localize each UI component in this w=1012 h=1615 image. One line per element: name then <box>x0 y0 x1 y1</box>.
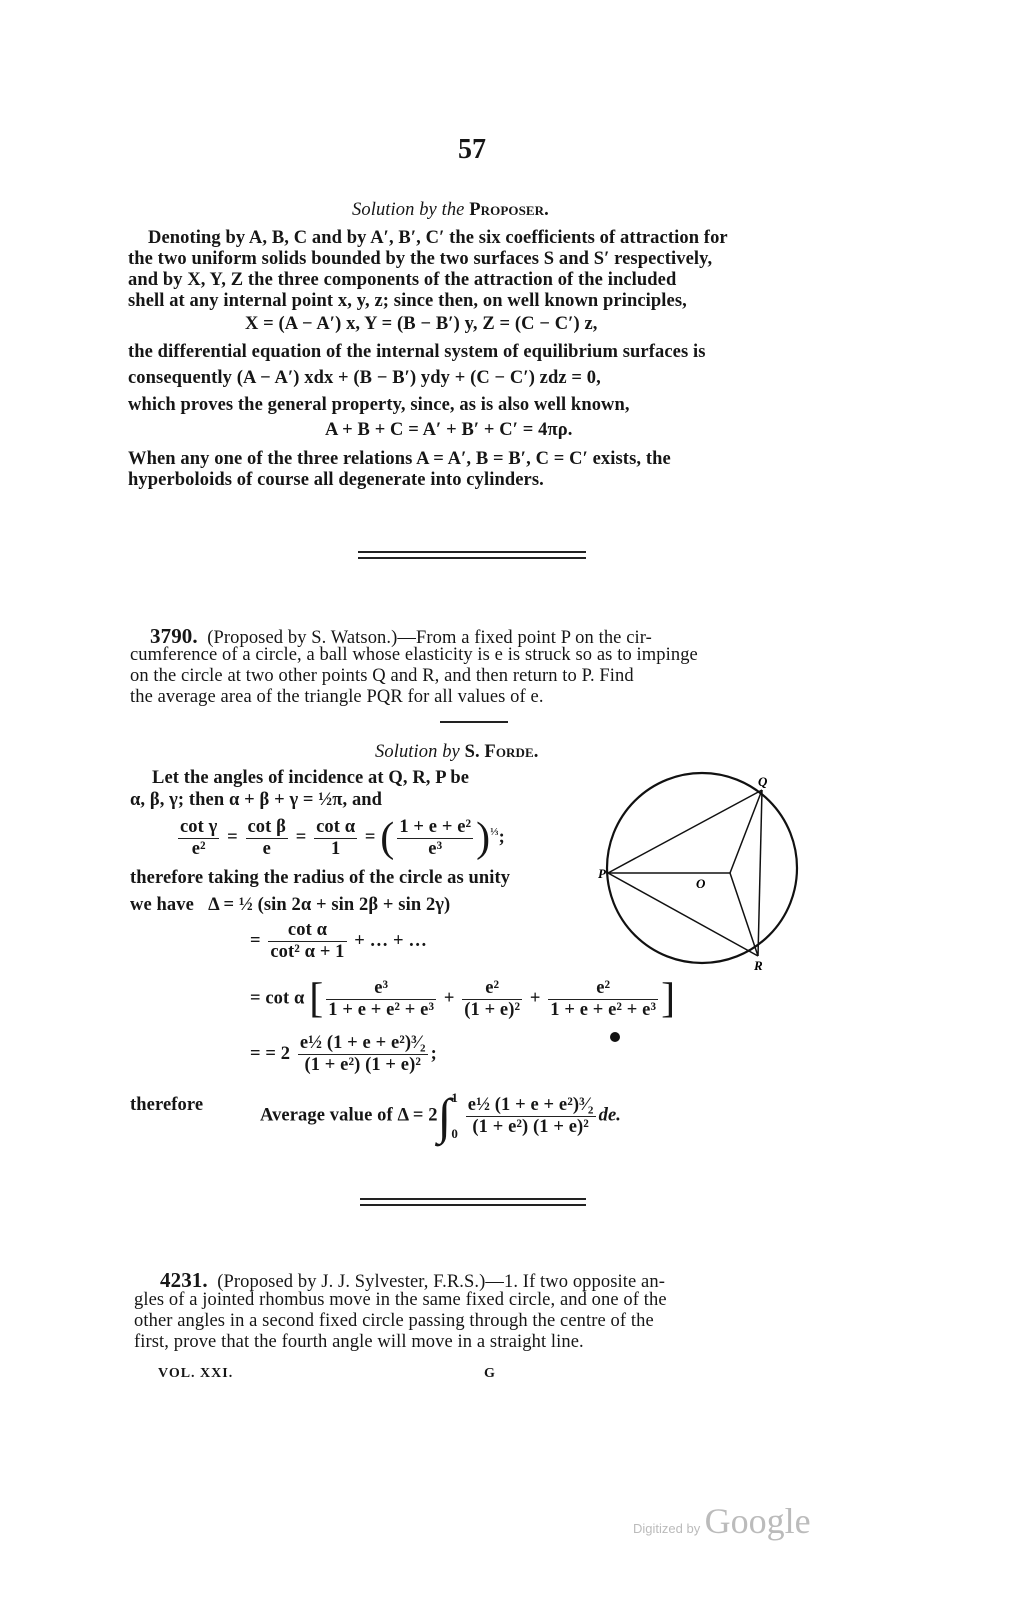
digitized-watermark: Digitized by Google <box>633 1501 811 1541</box>
integral-equation: Average value of Δ = 2∫ 1 0 $\frac{\text{e½ (1 + e + e²)³⁄₂}}{\text{(1 + e²) (1 + e)²}}$ de. <box>260 1088 621 1144</box>
text-line: therefore taking the radius of the circle as unity <box>130 868 511 888</box>
equation-cot-ratios: $\frac{\text{cot γ}}{\text{e²}}$ = $\frac{\text{cot β}}{e}$ = $\frac{\text{cot α}}{1}$ = ( $\frac{\text{1 + e + e²}}{\text{e³}}$ )$^{\frac{1}{3}}$; <box>180 815 505 861</box>
text-line: shell at any internal point x, y, z; since then, on well known principles, <box>128 291 687 311</box>
text-line: first, prove that the fourth angle will move in a straight line. <box>134 1332 584 1352</box>
text-line: on the circle at two other points Q and R, and then return to P. Find <box>130 666 634 686</box>
text-line: α, β, γ; then α + β + γ = ½π, and <box>130 790 383 810</box>
text-line: hyperboloids of course all degenerate into cylinders. <box>128 470 544 490</box>
label-r: R <box>754 958 763 970</box>
solution-heading: Solution by the Proposer. <box>352 200 549 220</box>
text-line: the average area of the triangle PQR for all values of e. <box>130 687 544 707</box>
text-line: the two uniform solids bounded by the two surfaces S and S′ respectively, <box>128 249 713 269</box>
label-o: O <box>696 876 706 891</box>
short-divider <box>440 721 508 723</box>
solution-heading: Solution by S. Forde. <box>375 742 539 762</box>
text-line: gles of a jointed rhombus move in the same fixed circle, and one of the <box>134 1290 667 1310</box>
divider <box>358 551 586 553</box>
circle-diagram <box>590 770 820 970</box>
text-line: and by X, Y, Z the three components of the attraction of the included <box>128 270 677 290</box>
equation-step: = = 2 $\frac{\text{e½ (1 + e + e²)³⁄₂}}{\text{(1 + e²) (1 + e)²}}$ ; <box>250 1033 437 1075</box>
text-line: When any one of the three relations A = A′, B = B′, C = C′ exists, the <box>128 449 671 469</box>
equation: consequently (A − A′) xdx + (B − B′) ydy + (C − C′) zdz = 0, <box>128 368 601 388</box>
label-p: P <box>598 866 606 881</box>
page-number: 57 <box>458 134 486 165</box>
equation-step: = $\frac{\text{cot α}}{\text{cot² α + 1}}$ + … + … <box>250 920 427 962</box>
label-q: Q <box>758 774 768 789</box>
problem-3790: 3790. (Proposed by S. Watson.)—From a fixed point P on the cir- <box>150 624 652 648</box>
divider <box>358 557 586 559</box>
text-line: the differential equation of the internal system of equilibrium surfaces is <box>128 342 706 362</box>
divider <box>360 1198 586 1200</box>
signature-mark: G <box>484 1366 496 1381</box>
equation-step: = cot α [ $\frac{\text{e³}}{\text{1 + e + e² + e³}}$ + $\frac{\text{e²}}{\text{(1 + e)²}}$ + $\frac{\text{e²}}{\text{1 + e + e² + e³}}$ ] <box>250 976 676 1022</box>
ink-dot <box>610 1032 620 1042</box>
text-line: which proves the general property, since, as is also well known, <box>128 395 630 415</box>
volume-label: VOL. XXI. <box>158 1366 234 1381</box>
text-line: Let the angles of incidence at Q, R, P be <box>152 768 470 788</box>
line-qo <box>730 790 762 873</box>
equation: A + B + C = A′ + B′ + C′ = 4πρ. <box>325 420 573 440</box>
circle <box>607 773 797 963</box>
text-line: therefore <box>130 1095 204 1115</box>
divider <box>360 1204 586 1206</box>
line-pq <box>608 790 762 873</box>
problem-4231: 4231. (Proposed by J. J. Sylvester, F.R.S.)—1. If two opposite an- <box>160 1268 665 1292</box>
text-line: we have Δ = ½ (sin 2α + sin 2β + sin 2γ) <box>130 895 451 915</box>
line-qr <box>758 790 762 956</box>
text-line: cumference of a circle, a ball whose elasticity is e is struck so as to impinge <box>130 645 698 665</box>
text-line: other angles in a second fixed circle passing through the centre of the <box>134 1311 654 1331</box>
line-pr <box>608 873 758 956</box>
text-line: Denoting by A, B, C and by A′, B′, C′ the six coefficients of attraction for <box>148 228 728 248</box>
equation: X = (A − A′) x, Y = (B − B′) y, Z = (C − C′) z, <box>245 314 598 334</box>
